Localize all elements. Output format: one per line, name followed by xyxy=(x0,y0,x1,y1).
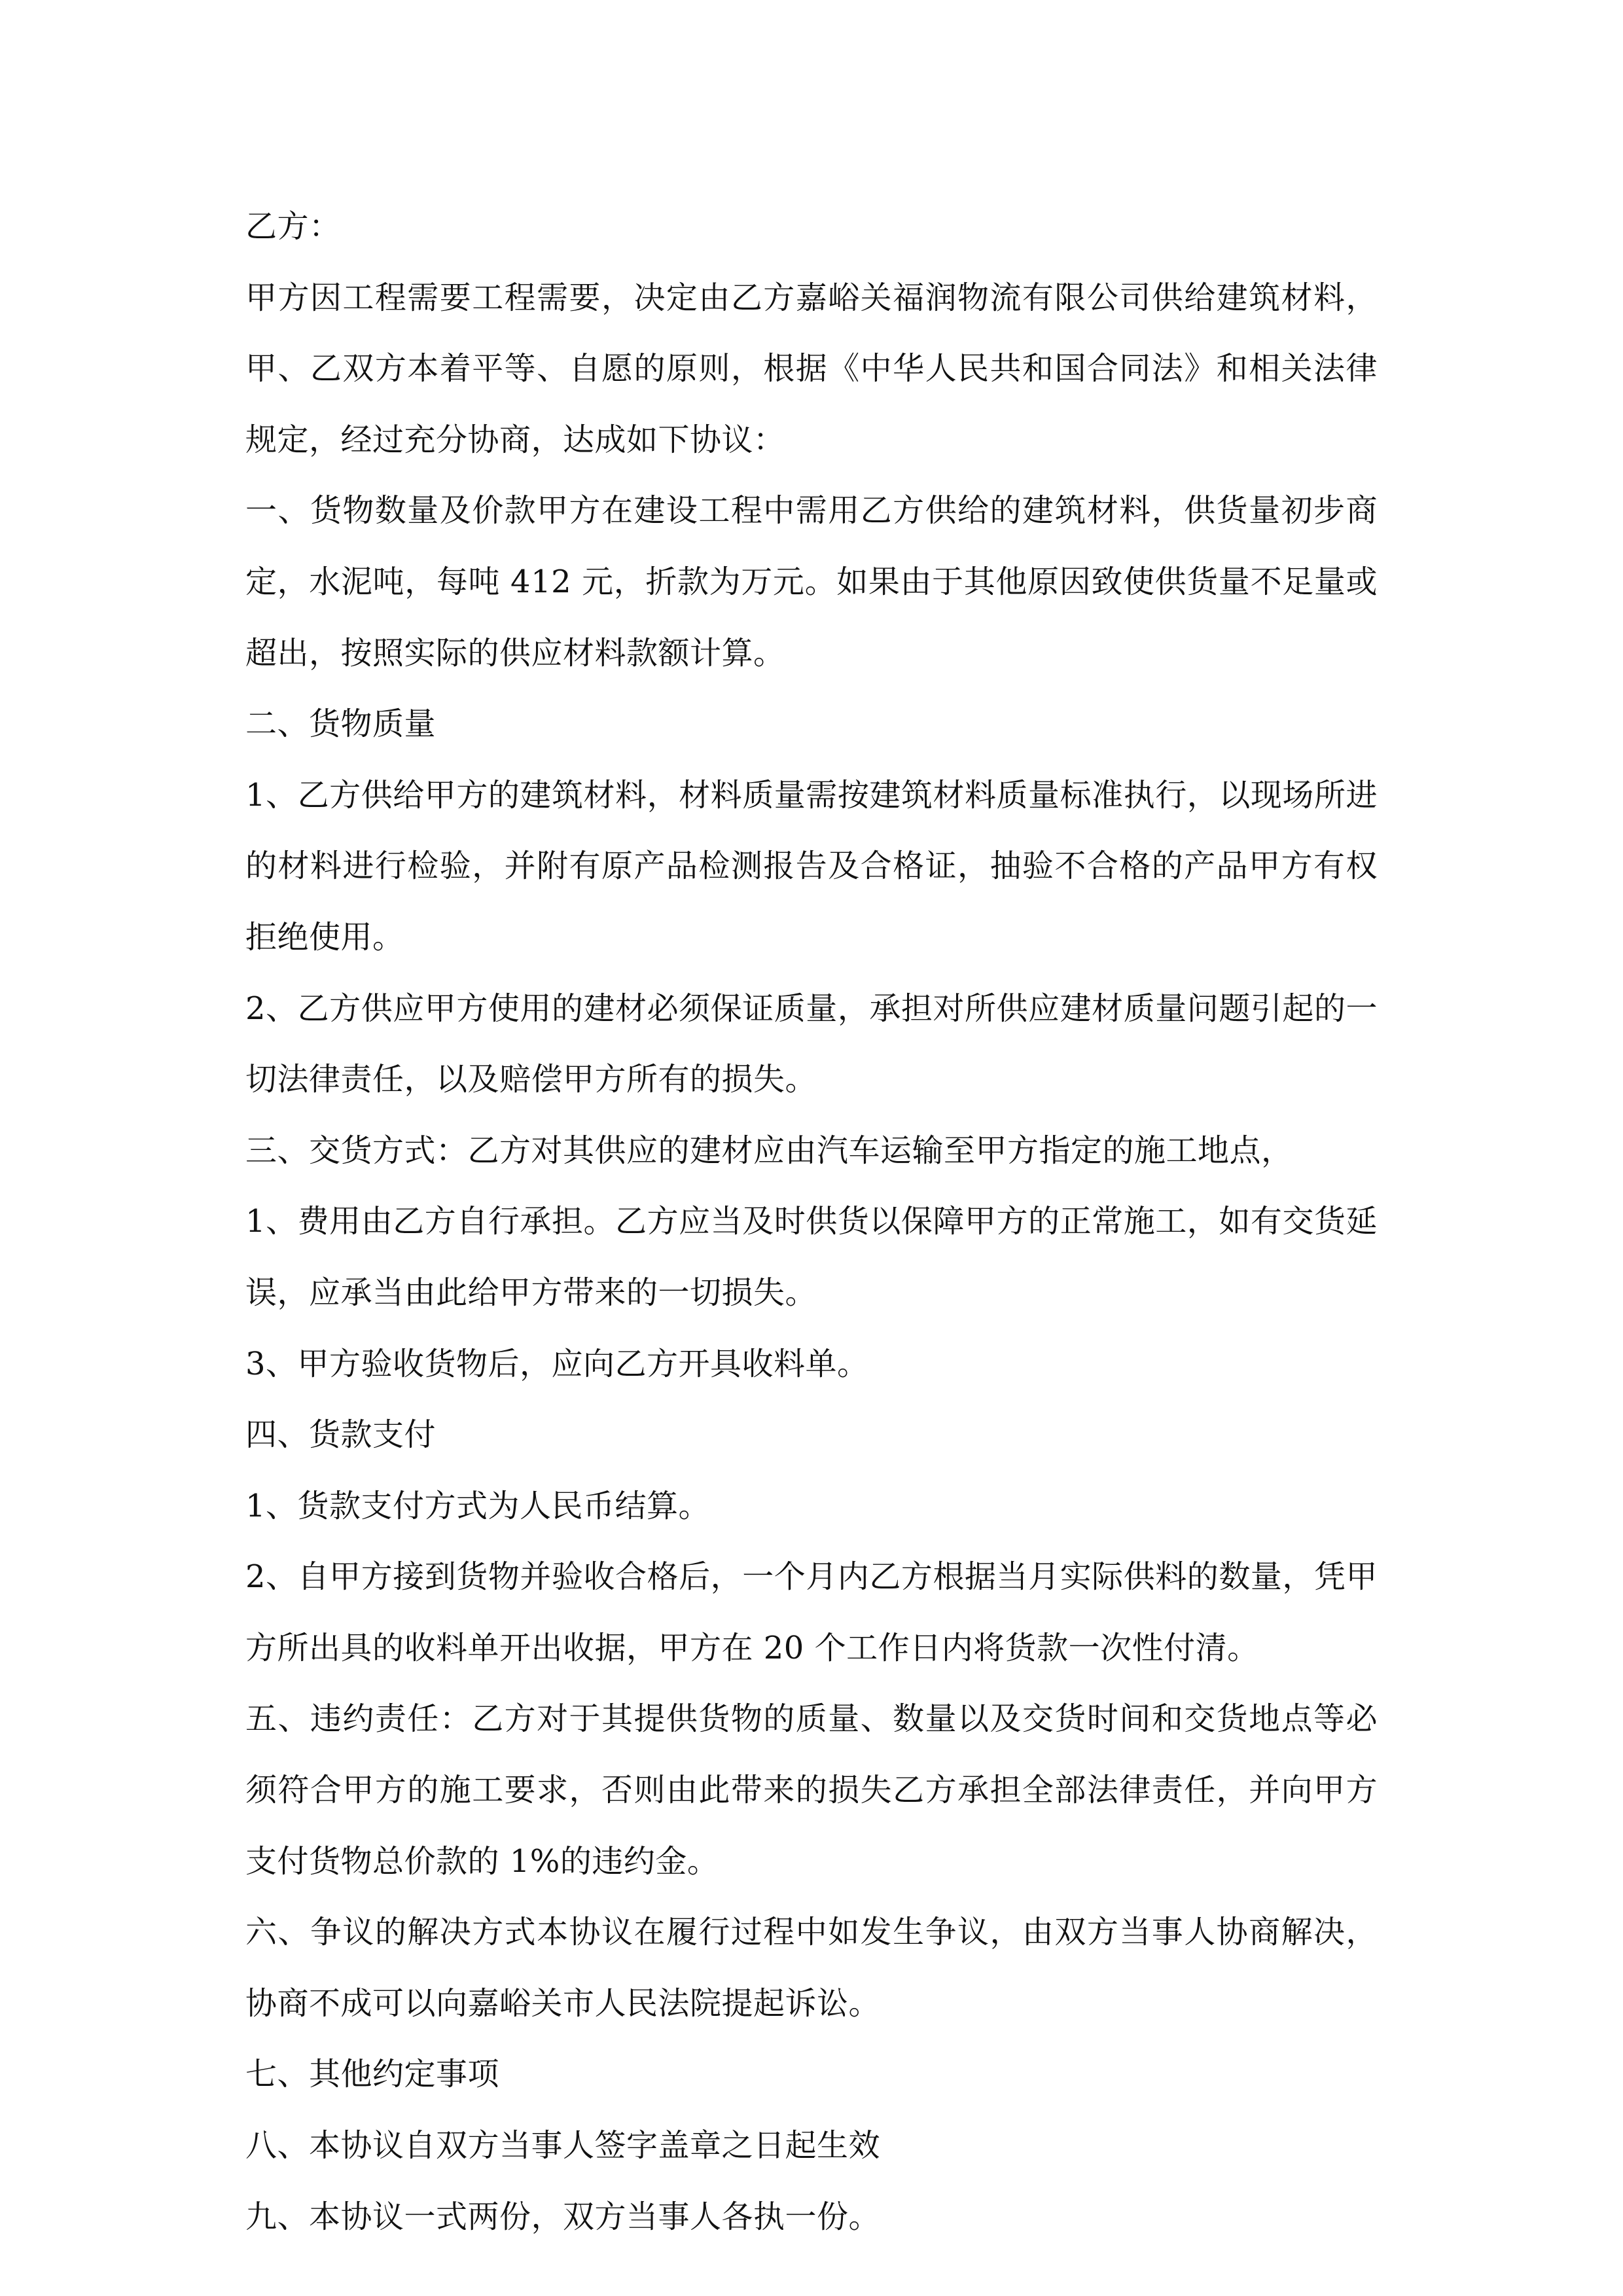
clause-4-item-1: 1、货款支付方式为人民币结算。 xyxy=(245,1487,711,1524)
clause-3-delivery: 三、交货方式：乙方对其供应的建材应由汽车运输至甲方指定的施工地点， xyxy=(245,1132,1293,1169)
party-b-label: 乙方： xyxy=(245,208,341,245)
clause-4-heading: 四、货款支付 xyxy=(245,1416,437,1454)
clause-5-liability: 五、违约责任：乙方对于其提供货物的质量、数量以及交货时间和交货地点等必须符合甲方的施工要求，否则由此带来的损失乙方承担全部法律责任，并向甲方支付货物总价款的 1%的违约金。 xyxy=(245,1700,1378,1880)
clause-9-copies: 九、本协议一式两份，双方当事人各执一份。 xyxy=(245,2198,881,2235)
preamble-paragraph: 甲方因工程需要工程需要，决定由乙方嘉峪关福润物流有限公司供给建筑材料，甲、乙双方本着平等、自愿的原则，根据《中华人民共和国合同法》和相关法律规定，经过充分协商，达成如下协议： xyxy=(245,279,1378,458)
clause-7-other: 七、其他约定事项 xyxy=(245,2056,500,2093)
clause-2-item-2: 2、乙方供应甲方使用的建材必须保证质量，承担对所供应建材质量问题引起的一切法律责任，以及赔偿甲方所有的损失。 xyxy=(245,990,1378,1098)
clause-2-item-1: 1、乙方供给甲方的建筑材料，材料质量需按建筑材料质量标准执行，以现场所进的材料进行检验，并附有原产品检测报告及合格证，抽验不合格的产品甲方有权拒绝使用。 xyxy=(245,776,1378,956)
clause-6-dispute: 六、争议的解决方式本协议在履行过程中如发生争议，由双方当事人协商解决，协商不成可以向嘉峪关市人民法院提起诉讼。 xyxy=(245,1914,1378,2022)
clause-1-quantity-price: 一、货物数量及价款甲方在建设工程中需用乙方供给的建筑材料，供货量初步商定，水泥吨，每吨 412 元，折款为万元。如果由于其他原因致使供货量不足量或超出，按照实际的供应材料款额计算。 xyxy=(245,492,1378,672)
clause-4-item-2: 2、自甲方接到货物并验收合格后，一个月内乙方根据当月实际供料的数量，凭甲方所出具的收料单开出收据，甲方在 20 个工作日内将货款一次性付清。 xyxy=(245,1558,1378,1666)
clause-2-heading: 二、货物质量 xyxy=(245,706,437,743)
clause-8-effective: 八、本协议自双方当事人签字盖章之日起生效 xyxy=(245,2127,881,2164)
clause-3-item-1: 1、费用由乙方自行承担。乙方应当及时供货以保障甲方的正常施工，如有交货延误，应承当由此给甲方带来的一切损失。 xyxy=(245,1203,1378,1311)
document-body xyxy=(245,191,1378,2252)
clause-3-item-3: 3、甲方验收货物后，应向乙方开具收料单。 xyxy=(245,1345,869,1382)
